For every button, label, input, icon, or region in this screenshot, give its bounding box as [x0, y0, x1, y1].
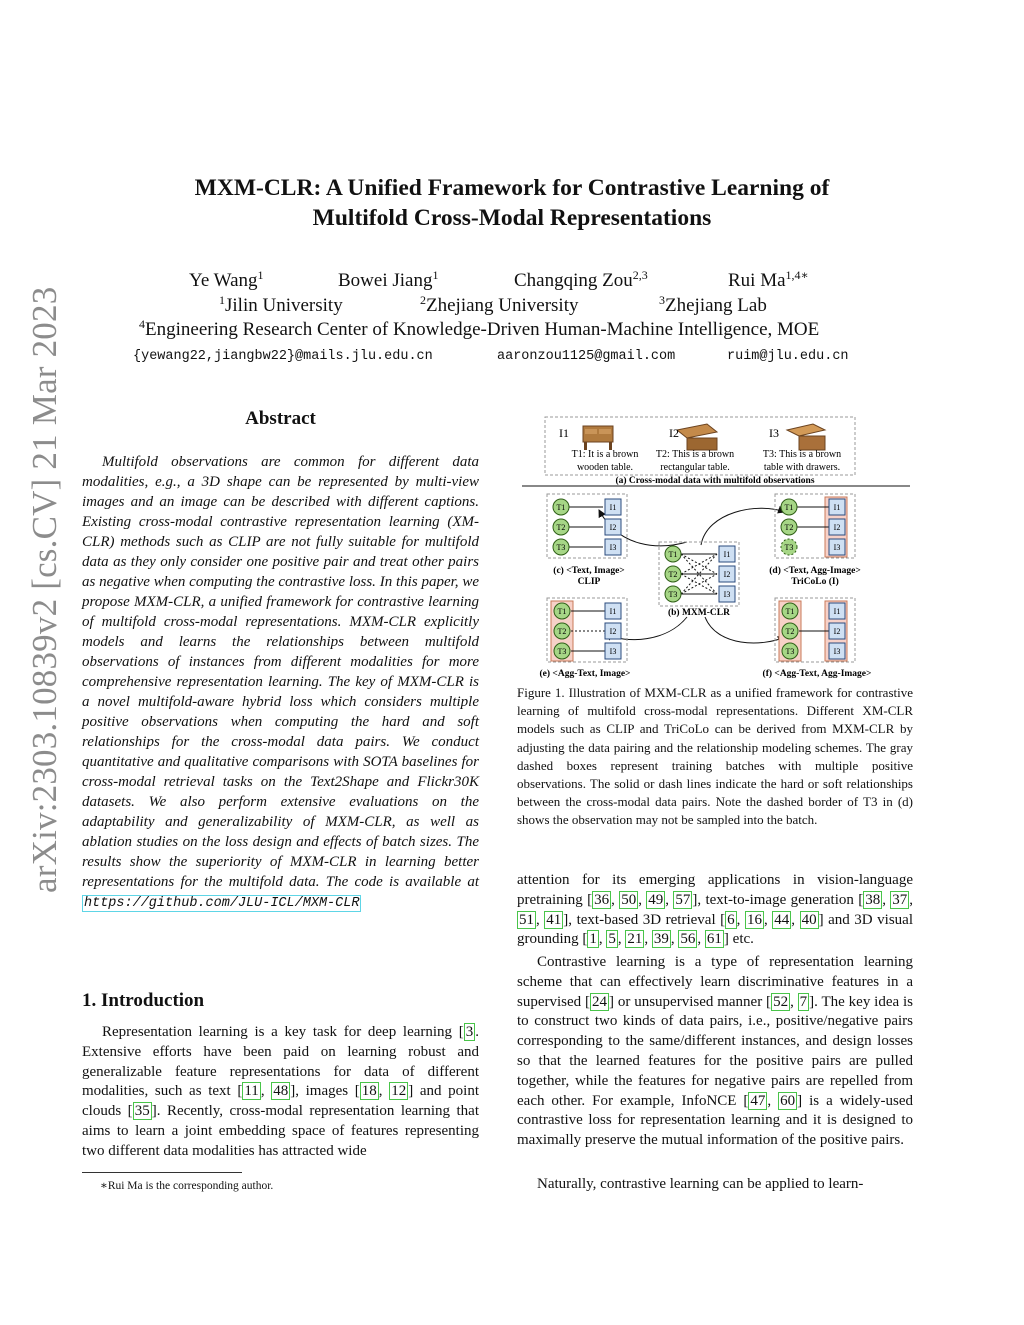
citation[interactable]: 61	[706, 931, 722, 948]
citation[interactable]: 6	[727, 911, 735, 928]
svg-text:T3: This is a brown: T3: This is a brown	[762, 449, 842, 460]
section-heading-introduction: 1. Introduction	[82, 990, 205, 1011]
svg-text:T2: T2	[785, 627, 795, 636]
svg-text:T1: T1	[557, 607, 567, 616]
email-row	[0, 345, 1024, 369]
citation[interactable]: 24	[592, 993, 608, 1010]
citation[interactable]: 56	[680, 931, 696, 948]
svg-text:CLIP: CLIP	[577, 577, 601, 587]
svg-text:T2: T2	[556, 523, 566, 532]
affiliation-zhejiang-lab: $^3$Zhejiang Lab	[659, 293, 767, 316]
author-bowei-jiang: Bowei Jiang$^1$	[338, 268, 439, 291]
svg-text:(b) MXM-CLR: (b) MXM-CLR	[667, 608, 731, 618]
abstract-heading: Abstract	[245, 408, 316, 429]
intro-paragraph: Representation learning is a key task for deep learning [ 3 . Extensive efforts have been paid on learning robust and generalizable feature representations for data of different modalities, such as text [ 11 , 48 ], images [ 18 , 12 ] and point clouds [ 35 ]. Recently, cross-modal representation learning that aims to learn a joint embedding space of features representing two different data modalities has attracted wide	[82, 1024, 479, 1159]
title-line-1: MXM-CLR: A Unified Framework for Contrastive Learning of	[194, 175, 830, 201]
citation[interactable]: 41	[546, 911, 562, 928]
citation[interactable]: 36	[594, 891, 610, 908]
abstract-body: Multifold observations are common for different data modalities, e.g., a 3D shape can be represented by multi-view images and an image can be described with different captions. Existing cross-modal contrastive representation learning (XM-CLR) methods such as CLIP are not fully suitable for multifold data as they only consider one positive pair and treat other pairs as negative when computing the contrastive loss. In this paper, we propose MXM-CLR, a unified framework for contrastive learning of multifold cross-modal representations. MXM-CLR explicitly models and learns the relationships between multifold observations of instances from different modalities for more comprehensive representation learning. The key of MXM-CLR is a novel multifold-aware hybrid loss which considers multiple positive observations when computing the hard and soft relationships for the cross-modal data pairs. We conduct quantitative and qualitative comparisons with SOTA baselines for cross-modal retrieval tasks on the Text2Shape and Flickr30K datasets. We also perform extensive evaluations on the adaptability and generalizability of MXM-CLR, as well as ablation studies on the loss design and effects of batch sizes. The results show the superiority of MXM-CLR in learning better representations for the multifold data. The code is available at https://github.com/JLU-ICL/MXM-CLR	[82, 454, 479, 911]
svg-text:I1: I1	[723, 550, 731, 559]
svg-text:T2: T2	[784, 523, 794, 532]
citation[interactable]: 52	[773, 993, 789, 1010]
code-link[interactable]: https://github.com/JLU-ICL/MXM-CLR	[84, 896, 360, 911]
svg-text:T2: T2	[668, 570, 678, 579]
panel-e-agg-text	[540, 598, 631, 679]
citation[interactable]: 40	[801, 911, 817, 928]
paper-title	[0, 173, 1024, 233]
email-zou[interactable]: aaronzou1125@gmail.com	[497, 349, 676, 364]
svg-text:I1: I1	[833, 503, 841, 512]
svg-text:T2: T2	[557, 627, 567, 636]
svg-text:I3: I3	[723, 590, 731, 599]
svg-text:rectangular table.: rectangular table.	[660, 462, 730, 473]
panel-b-mxm-clr	[659, 542, 739, 618]
citation[interactable]: 11	[244, 1083, 259, 1100]
footnote: ∗Rui Ma is the corresponding author.	[100, 1180, 274, 1192]
svg-text:table with drawers.: table with drawers.	[763, 462, 841, 473]
table-image-3	[787, 424, 825, 450]
panel-f-agg-both	[763, 598, 872, 679]
citation[interactable]: 38	[865, 891, 881, 908]
citation[interactable]: 48	[273, 1083, 289, 1100]
affiliation-zhejiang-univ: $^2$Zhejiang University	[420, 293, 579, 316]
svg-text:I3: I3	[833, 543, 841, 552]
svg-text:I2: I2	[833, 627, 841, 636]
image-label-i2: I2	[669, 426, 679, 440]
affiliations	[0, 294, 1024, 318]
svg-text:I3: I3	[609, 647, 617, 656]
svg-text:I3: I3	[609, 543, 617, 552]
citation[interactable]: 3	[465, 1024, 474, 1040]
affiliation-moe: $^4$Engineering Research Center of Knowledge-Driven Human-Machine Intelligence, MOE	[139, 317, 820, 340]
title-line-2: Multifold Cross-Modal Representations	[312, 205, 712, 231]
image-label-i1: I1	[559, 426, 569, 440]
svg-text:I2: I2	[609, 523, 617, 532]
citation[interactable]: 7	[799, 993, 808, 1010]
table-image-1	[583, 426, 613, 450]
citation[interactable]: 57	[675, 891, 691, 908]
svg-text:T3: T3	[785, 647, 795, 656]
citation[interactable]: 47	[750, 1092, 766, 1109]
svg-text:T1: T1	[668, 550, 678, 559]
svg-text:(d) <Text, Agg-Image>: (d) <Text, Agg-Image>	[769, 566, 861, 576]
citation[interactable]: 5	[608, 931, 616, 948]
citation[interactable]: 37	[892, 891, 908, 908]
svg-text:wooden table.: wooden table.	[576, 462, 634, 473]
svg-text:(f) <Agg-Text, Agg-Image>: (f) <Agg-Text, Agg-Image>	[762, 669, 872, 679]
email-ma[interactable]: ruim@jlu.edu.cn	[727, 349, 849, 364]
svg-text:I1: I1	[833, 607, 841, 616]
svg-text:T3: T3	[556, 543, 566, 552]
citation[interactable]: 18	[361, 1083, 377, 1100]
citation[interactable]: 50	[621, 891, 637, 908]
svg-text:I2: I2	[609, 627, 617, 636]
svg-text:T1: It is a brown: T1: It is a brown	[571, 449, 639, 460]
citation[interactable]: 35	[134, 1103, 150, 1120]
footnote-rule	[82, 1172, 242, 1173]
svg-text:I1: I1	[609, 607, 617, 616]
svg-text:I3: I3	[833, 647, 841, 656]
svg-text:I1: I1	[609, 503, 617, 512]
panel-a-label: (a) Cross-modal data with multifold observations	[615, 476, 815, 486]
svg-text:T2: This is a brown: T2: This is a brown	[655, 449, 735, 460]
citation[interactable]: 16	[746, 911, 762, 928]
svg-text:T1: T1	[785, 607, 795, 616]
citation[interactable]: 49	[648, 891, 664, 908]
arxiv-identifier: arXiv:2303.10839v2 [cs.CV] 21 Mar 2023	[25, 286, 64, 893]
panel-c-clip	[547, 494, 627, 587]
figure-1-diagram	[517, 412, 915, 682]
affiliation-jilin: $^1$Jilin University	[219, 293, 343, 316]
citation[interactable]: 12	[391, 1083, 407, 1100]
svg-text:T1: T1	[556, 503, 566, 512]
right-paragraph-1: attention for its emerging applications in vision-language pretraining [ 36 , 50 , 49 , 57 ], text-to-image generation [ 38 , 37 , 51 , 41 ], text-based 3D retrieval [ 6 , 16 , 44 , 40 ] and 3D visual grounding [ 1 , 5 , 21 , 39 , 56 , 61 ] etc.	[517, 872, 914, 948]
svg-text:I2: I2	[723, 570, 731, 579]
author-ye-wang: Ye Wang$^1$	[189, 268, 264, 291]
table-image-2	[677, 424, 717, 450]
svg-text:I2: I2	[833, 523, 841, 532]
citation[interactable]: 60	[780, 1092, 796, 1109]
author-rui-ma: Rui $Ma^{1,4∗}$	[728, 268, 809, 291]
right-paragraph-3: Naturally, contrastive learning can be applied to learn-	[537, 1176, 864, 1192]
citation[interactable]: 39	[653, 931, 669, 948]
svg-text:(e) <Agg-Text, Image>: (e) <Agg-Text, Image>	[539, 669, 631, 679]
svg-text:T3: T3	[668, 590, 678, 599]
panel-d-tricolo	[769, 494, 860, 587]
svg-text:T1: T1	[784, 503, 794, 512]
citation[interactable]: 21	[627, 931, 643, 948]
right-paragraph-2: Contrastive learning is a type of representation learning scheme that can effectively learn discriminative features in a supervised [ 24 ] or unsupervised manner [ 52 , 7 ]. The key idea is to construct two kinds of data pairs, i.e., positive/negative pairs corresponding to the same/different instances, and design losses so that the learned features for the positive pairs are pulled together, while the features for negative pairs are repelled from each other. For example, InfoNCE [ 47 , 60 ] is a widely-used contrastive loss for representation learning and it is designed to maximally preserve the mutual information of the positive pairs.	[517, 954, 914, 1149]
citation[interactable]: 1	[589, 931, 597, 948]
author-changqing-zou: Changqing Zou$^{2,3}$	[514, 268, 648, 291]
svg-text:TriCoLo (I): TriCoLo (I)	[791, 577, 839, 587]
email-jlu-students[interactable]: {yewang22,jiangbw22}@mails.jlu.edu.cn	[133, 349, 433, 364]
citation[interactable]: 44	[774, 911, 790, 928]
author-names	[0, 269, 1024, 293]
citation[interactable]: 51	[519, 911, 534, 928]
svg-text:(c) <Text, Image>: (c) <Text, Image>	[553, 566, 625, 576]
svg-text:T3: T3	[784, 543, 794, 552]
svg-text:T3: T3	[557, 647, 567, 656]
figure-1-caption: Figure 1. Illustration of MXM-CLR as a unified framework for contrastive learning of multifold cross-modal representations. Different XM-CLR models such as CLIP and TriCoLo can be derived from MXM-CLR by adjusting the data pairing and the relationship modeling schemes. The gray dashed boxes represent training batches with multiple positive observations. The solid or dash lines indicate the hard or soft relationships between the cross-modal data pairs. Note the dashed border of T3 in (d) shows the observation may not be sampled into the batch.	[517, 685, 913, 828]
image-label-i3: I3	[769, 426, 779, 440]
